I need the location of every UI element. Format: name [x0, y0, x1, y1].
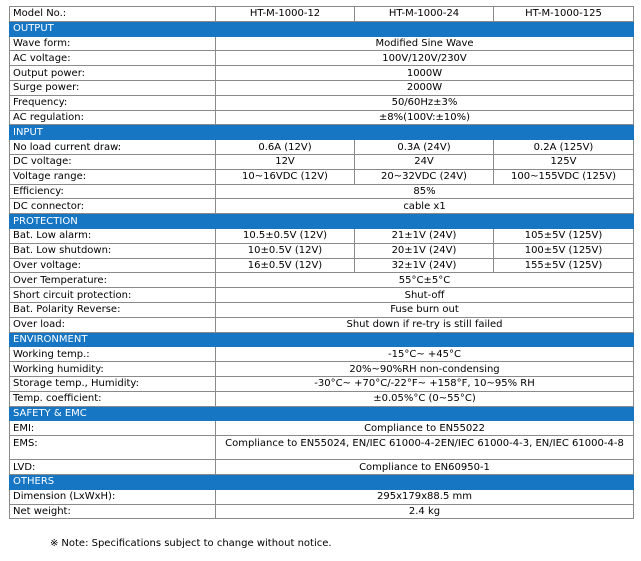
spec-label: Over Temperature:: [10, 273, 216, 288]
spec-label: DC connector:: [10, 199, 216, 214]
spec-value: 2000W: [216, 80, 634, 95]
spec-value: 20~32VDC (24V): [355, 169, 494, 184]
spec-value: 12V: [216, 154, 355, 169]
spec-label: Net weight:: [10, 504, 216, 519]
spec-row: [10, 66, 634, 81]
section-title: INPUT: [10, 125, 634, 140]
spec-label: Voltage range:: [10, 169, 216, 184]
spec-row: [10, 436, 634, 460]
spec-value: 125V: [494, 154, 634, 169]
spec-value: -15°C~ +45°C: [216, 347, 634, 362]
spec-label: Temp. coefficient:: [10, 391, 216, 406]
spec-label: Surge power:: [10, 80, 216, 95]
spec-label: Bat. Low shutdown:: [10, 243, 216, 258]
reference-mark: ※: [50, 538, 59, 549]
spec-value: ±8%(100V:±10%): [216, 110, 634, 125]
spec-row: [10, 504, 634, 519]
spec-value: 50/60Hz±3%: [216, 95, 634, 110]
spec-row: [10, 460, 634, 475]
spec-label: Frequency:: [10, 95, 216, 110]
spec-value: 10±0.5V (12V): [216, 243, 355, 258]
footnote-text: Note: Specifications subject to change without notice.: [61, 538, 332, 549]
spec-label: EMS:: [10, 436, 216, 460]
spec-label: Output power:: [10, 66, 216, 81]
spec-value: 20%~90%RH non-condensing: [216, 362, 634, 377]
spec-row: [10, 347, 634, 362]
spec-row: [10, 273, 634, 288]
spec-value: Shut-off: [216, 288, 634, 303]
spec-row: [10, 421, 634, 436]
spec-value: 21±1V (24V): [355, 228, 494, 243]
spec-value: 85%: [216, 184, 634, 199]
spec-value: 0.3A (24V): [355, 140, 494, 155]
spec-row: [10, 110, 634, 125]
spec-row: [10, 36, 634, 51]
spec-row: [10, 302, 634, 317]
spec-row: [10, 362, 634, 377]
spec-label: AC regulation:: [10, 110, 216, 125]
spec-row: [10, 184, 634, 199]
spec-label: Working temp.:: [10, 347, 216, 362]
spec-value: ±0.05%°C (0~55°C): [216, 391, 634, 406]
spec-label: No load current draw:: [10, 140, 216, 155]
spec-row: [10, 376, 634, 391]
spec-row: [10, 288, 634, 303]
spec-label: Dimension (LxWxH):: [10, 489, 216, 504]
section-title: OTHERS: [10, 474, 634, 489]
section-title: ENVIRONMENT: [10, 332, 634, 347]
section-title: PROTECTION: [10, 214, 634, 229]
model-name: HT-M-1000-125: [494, 7, 634, 22]
section-header: [10, 21, 634, 36]
spec-row: [10, 199, 634, 214]
spec-table: [9, 6, 634, 519]
spec-value: 2.4 kg: [216, 504, 634, 519]
model-header-row: [10, 7, 634, 22]
spec-row: [10, 95, 634, 110]
spec-value: 16±0.5V (12V): [216, 258, 355, 273]
spec-value: Compliance to EN55024, EN/IEC 61000-4-2EN/IEC 61000-4-3, EN/IEC 61000-4-8: [216, 436, 634, 460]
spec-value: Shut down if re-try is still failed: [216, 317, 634, 332]
section-title: OUTPUT: [10, 21, 634, 36]
spec-row: [10, 140, 634, 155]
spec-label: LVD:: [10, 460, 216, 475]
section-header: [10, 214, 634, 229]
spec-label: Bat. Polarity Reverse:: [10, 302, 216, 317]
section-header: [10, 406, 634, 421]
spec-value: 0.6A (12V): [216, 140, 355, 155]
spec-table-body: [10, 7, 634, 519]
spec-row: [10, 169, 634, 184]
spec-value: 100~155VDC (125V): [494, 169, 634, 184]
section-header: [10, 474, 634, 489]
spec-label: Working humidity:: [10, 362, 216, 377]
model-label: Model No.:: [10, 7, 216, 22]
spec-label: AC voltage:: [10, 51, 216, 66]
spec-value: 1000W: [216, 66, 634, 81]
spec-label: Short circuit protection:: [10, 288, 216, 303]
spec-value: 10~16VDC (12V): [216, 169, 355, 184]
spec-row: [10, 228, 634, 243]
section-header: [10, 125, 634, 140]
spec-value: 10.5±0.5V (12V): [216, 228, 355, 243]
spec-row: [10, 80, 634, 95]
spec-row: [10, 243, 634, 258]
section-title: SAFETY & EMC: [10, 406, 634, 421]
spec-value: Compliance to EN55022: [216, 421, 634, 436]
spec-label: Bat. Low alarm:: [10, 228, 216, 243]
section-header: [10, 332, 634, 347]
spec-label: EMI:: [10, 421, 216, 436]
spec-value: cable x1: [216, 199, 634, 214]
spec-value: 20±1V (24V): [355, 243, 494, 258]
spec-value: Compliance to EN60950-1: [216, 460, 634, 475]
spec-value: Fuse burn out: [216, 302, 634, 317]
spec-value: 55°C±5°C: [216, 273, 634, 288]
model-name: HT-M-1000-12: [216, 7, 355, 22]
spec-label: DC voltage:: [10, 154, 216, 169]
spec-value: 100V/120V/230V: [216, 51, 634, 66]
spec-label: Storage temp., Humidity:: [10, 376, 216, 391]
spec-value: Modified Sine Wave: [216, 36, 634, 51]
model-name: HT-M-1000-24: [355, 7, 494, 22]
spec-value: 295x179x88.5 mm: [216, 489, 634, 504]
spec-value: 32±1V (24V): [355, 258, 494, 273]
spec-value: 155±5V (125V): [494, 258, 634, 273]
spec-row: [10, 154, 634, 169]
spec-value: 100±5V (125V): [494, 243, 634, 258]
spec-value: 24V: [355, 154, 494, 169]
spec-label: Over load:: [10, 317, 216, 332]
spec-value: 0.2A (125V): [494, 140, 634, 155]
footnote: [50, 538, 332, 549]
spec-row: [10, 391, 634, 406]
spec-row: [10, 51, 634, 66]
spec-row: [10, 258, 634, 273]
spec-label: Wave form:: [10, 36, 216, 51]
spec-label: Efficiency:: [10, 184, 216, 199]
spec-row: [10, 489, 634, 504]
spec-row: [10, 317, 634, 332]
spec-value: -30°C~ +70°C/-22°F~ +158°F, 10~95% RH: [216, 376, 634, 391]
spec-value: 105±5V (125V): [494, 228, 634, 243]
spec-label: Over voltage:: [10, 258, 216, 273]
